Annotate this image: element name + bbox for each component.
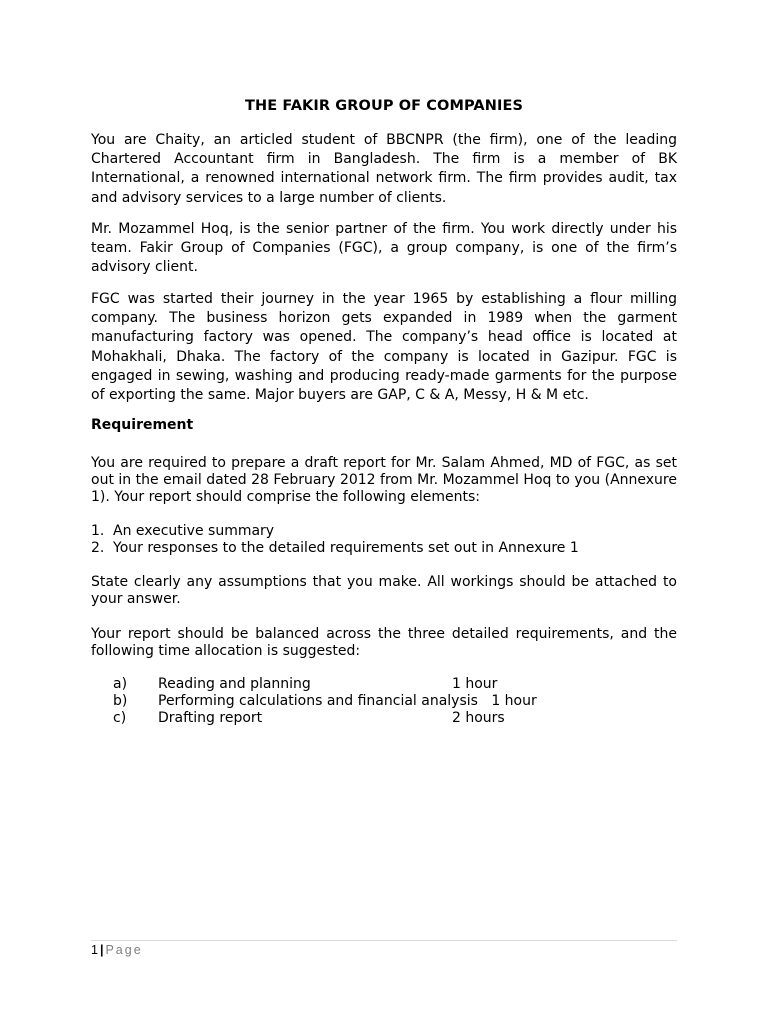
row-time: 1 hour [491, 692, 537, 709]
list-item-number: 1. [91, 523, 105, 539]
footer-divider [91, 940, 677, 941]
row-task: Reading and planning [158, 676, 311, 692]
row-time: 2 hours [452, 709, 505, 726]
row-letter: a) [113, 676, 128, 692]
requirement-heading: Requirement [91, 417, 194, 433]
partner-paragraph: Mr. Mozammel Hoq, is the senior partner of the firm. You work directly under his team. Fakir Group of Companies (FGC), a group company, is one of the firm’s advisory client. [91, 221, 677, 276]
list-item-text: Your responses to the detailed requirements set out in Annexure 1 [113, 539, 579, 556]
page-number: 1 [91, 943, 98, 957]
table-row [113, 710, 673, 727]
assumptions-paragraph: State clearly any assumptions that you make. All workings should be attached to your answer. [91, 574, 677, 607]
list-item [91, 523, 677, 540]
time-allocation-table [113, 676, 673, 726]
list-item-text: An executive summary [113, 523, 275, 539]
row-letter: c) [113, 709, 127, 726]
document-title: THE FAKIR GROUP OF COMPANIES [244, 98, 523, 114]
balance-paragraph: Your report should be balanced across the three detailed requirements, and the following time allocation is suggested: [91, 626, 677, 659]
elements-list [91, 523, 677, 557]
page-separator: | [99, 943, 104, 957]
row-task: Drafting report [158, 709, 263, 726]
list-item [91, 540, 677, 557]
page-footer [91, 943, 143, 957]
table-row [113, 676, 673, 693]
page-label: Page [105, 943, 143, 957]
row-task [158, 693, 537, 710]
row-time: 1 hour [452, 676, 498, 692]
row-task-text: Performing calculations and financial analysis [158, 692, 478, 709]
company-background-paragraph: FGC was started their journey in the year 1965 by establishing a flour milling company. The business horizon gets expanded in 1989 when the garment manufacturing factory was opened. The company’s head office is located at Mohakhali, Dhaka. The factory of the company is located in Gazipur. FGC is engaged in sewing, washing and producing ready-made garments for the purpose of exporting the same. Major buyers are GAP, C & A, Messy, H & M etc. [91, 291, 677, 404]
table-row [113, 693, 673, 710]
row-letter: b) [113, 692, 128, 709]
list-item-number: 2. [91, 539, 105, 556]
intro-paragraph: You are Chaity, an articled student of BBCNPR (the firm), one of the leading Chartered Accountant firm in Bangladesh. The firm is a member of BK International, a renowned international network firm. The firm provides audit, tax and advisory services to a large number of clients. [91, 132, 677, 206]
requirement-intro: You are required to prepare a draft report for Mr. Salam Ahmed, MD of FGC, as set out in the email dated 28 February 2012 from Mr. Mozammel Hoq to you (Annexure 1). Your report should comprise the following elements: [91, 455, 677, 505]
